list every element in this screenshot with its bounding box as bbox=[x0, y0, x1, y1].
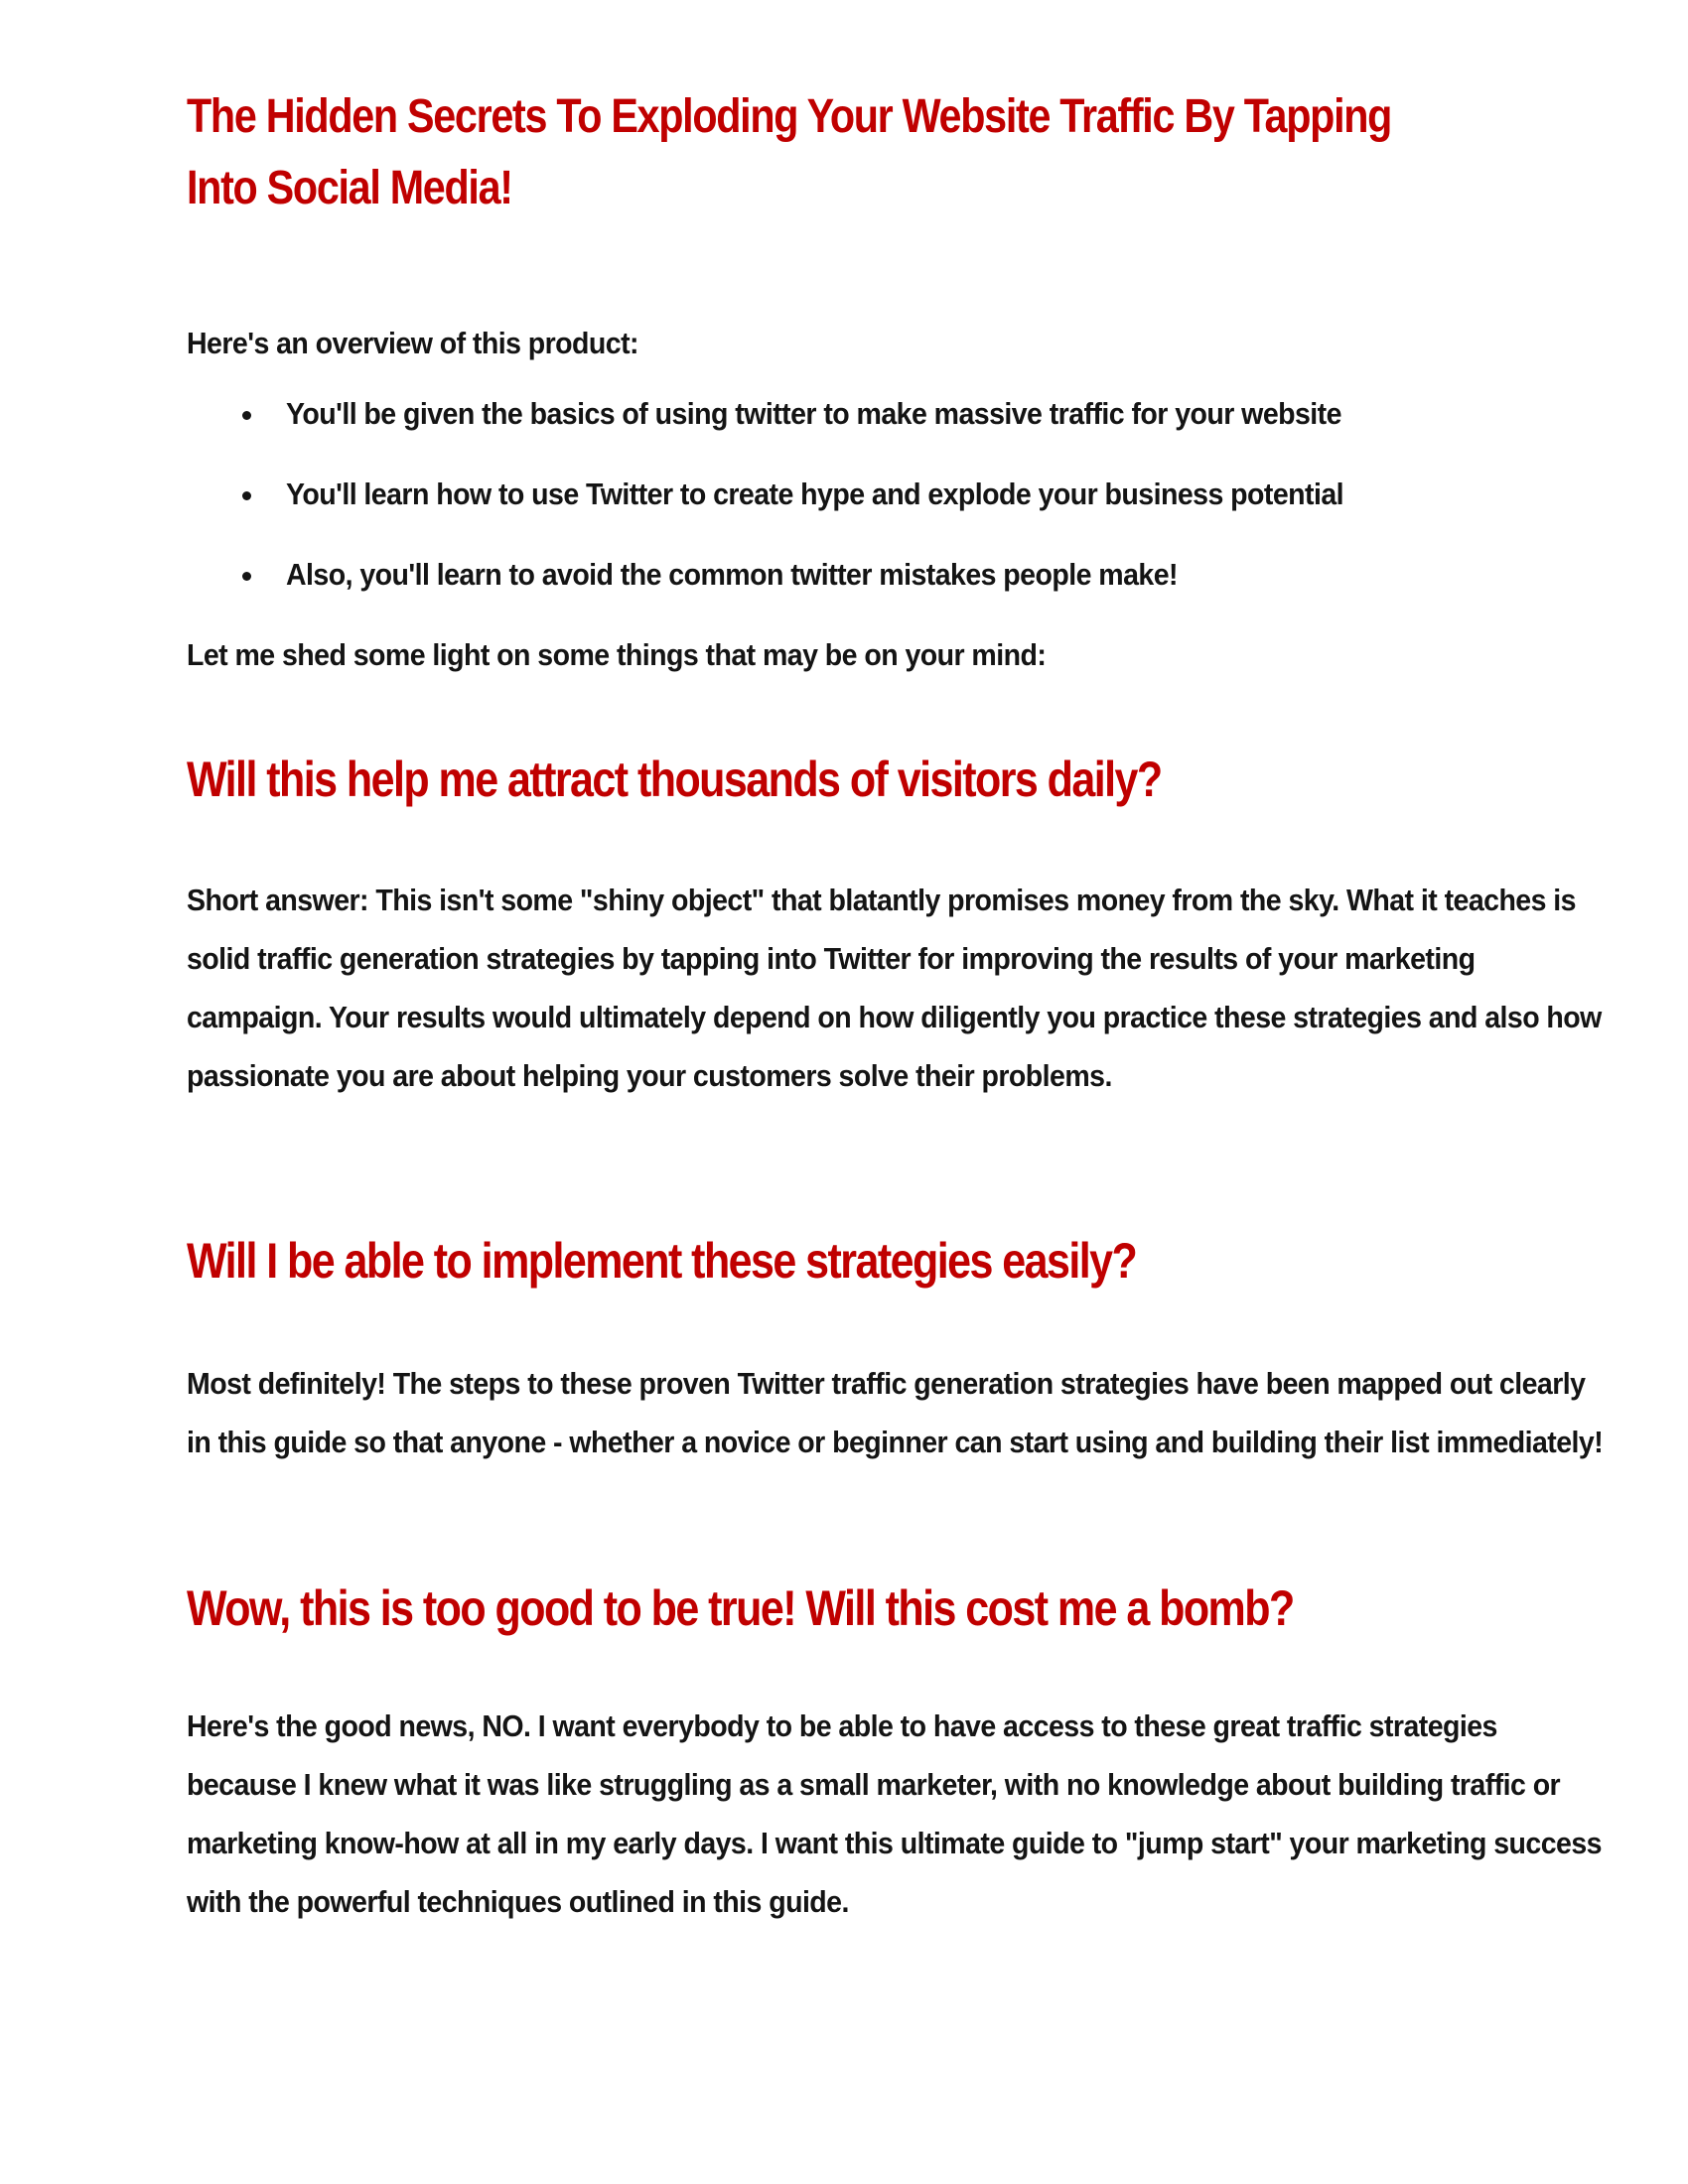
faq-answer-visitors: Short answer: This isn't some "shiny object" that blatantly promises money from the sky. What it teaches is solid traffic generation strategies by tapping into Twitter for improving the results of your marketing campaign. Your results would ultimately depend on how diligently you practice these strategies and also how passionate you are about helping your customers solve their problems. bbox=[187, 883, 1602, 1093]
intro-paragraph: Let me shed some light on some things that may be on your mind: bbox=[187, 637, 1047, 672]
overview-point: You'll be given the basics of using twitter to make massive traffic for your website bbox=[286, 396, 1341, 431]
faq-question-cost: Wow, this is too good to be true! Will this cost me a bomb? bbox=[187, 1580, 1294, 1636]
overview-label: Here's an overview of this product: bbox=[187, 326, 638, 360]
bullet-icon bbox=[242, 491, 251, 500]
document-title: The Hidden Secrets To Exploding Your Website Traffic By Tapping Into Social Media! bbox=[187, 90, 1392, 214]
faq-answer-cost: Here's the good news, NO. I want everybody to be able to have access to these great traffic strategies because I knew what it was like struggling as a small marketer, with no knowledge about building traffic or marketing know-how at all in my early days. I want this ultimate guide to "jump start" your marketing success with the powerful techniques outlined in this guide. bbox=[187, 1708, 1602, 1919]
faq-question-implement: Will I be able to implement these strategies easily? bbox=[187, 1233, 1137, 1289]
overview-point: Also, you'll learn to avoid the common twitter mistakes people make! bbox=[286, 557, 1178, 592]
document-content bbox=[187, 81, 1617, 1919]
faq-answer-implement: Most definitely! The steps to these proven Twitter traffic generation strategies have been mapped out clearly in this guide so that anyone - whether a novice or beginner can start using and building their list immediately! bbox=[187, 1366, 1604, 1459]
faq-question-visitors: Will this help me attract thousands of visitors daily? bbox=[187, 751, 1162, 807]
bullet-icon bbox=[242, 411, 251, 420]
overview-point: You'll learn how to use Twitter to create hype and explode your business potential bbox=[286, 477, 1344, 511]
bullet-icon bbox=[242, 572, 251, 581]
